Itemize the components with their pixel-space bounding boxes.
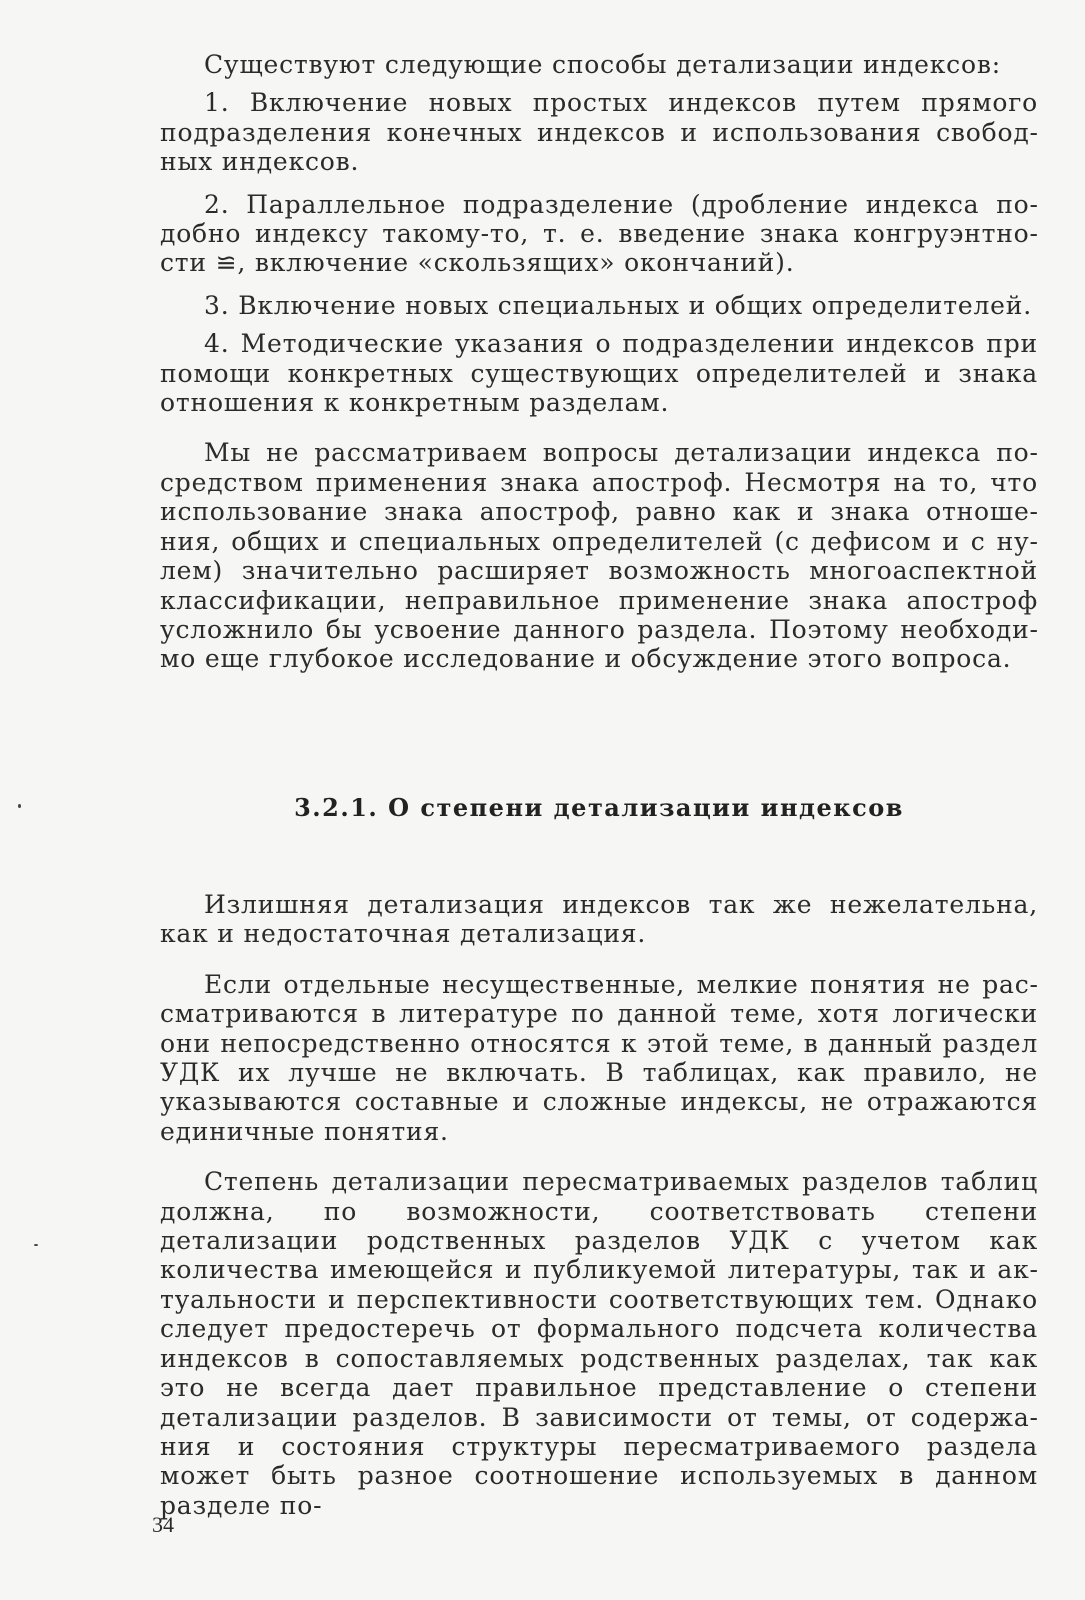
list-item-2: 2. Параллельное подразделение (дробление индекса подобно индексу такому-то, т. е. введение знака конгруэнтности ≌, включение «скользящих» окончаний). (160, 189, 1038, 278)
paper-speck (18, 804, 21, 808)
page-number: 34 (152, 1512, 174, 1537)
section-paragraph-2: Если отдельные несущественные, мелкие понятия не рассматриваются в литературе по данной теме, хотя логически они непосредственно относятся к этой теме, в данный раздел УДК их лучше не включать. В таблицах, как правило, не указываются составные и сложные индексы, не отражаются единичные понятия. (160, 969, 1038, 1146)
section-paragraph-3: Степень детализации пересматриваемых разделов таблиц должна, по возможности, соответствовать степени детализации родственных разделов УДК с учетом как количества имеющейся и публикуемой литературы, так и актуальности и перспективности соответствующих тем. Однако следует предостеречь от формального подсчета количества индексов в сопоставляемых родственных разделах, так как это не всегда дает правильное представление о степени детализации разделов. В зависимости от темы, от содержания и состояния структуры пересматриваемого раздела может быть разное соотношение используемых в данном разделе по- (160, 1167, 1038, 1520)
section-text-block (160, 890, 1038, 1520)
section-paragraph-1: Излишняя детализация индексов так же нежелательна, как и недостаточная детализация. (160, 890, 1038, 949)
list-item-1: 1. Включение новых простых индексов путем прямого подразделения конечных индексов и использования свободных индексов. (160, 88, 1038, 177)
apostrophe-paragraph: Мы не рассматриваем вопросы детализации индекса посредством применения знака апостроф. Несмотря на то, что использование знака апостроф, равно как и знака отношения, общих и специальных определителей (с дефисом и с нулем) значительно расширяет возможность многоаспектной классификации, неправильное применение знака апостроф усложнило бы усвоение данного раздела. Поэтому необходимо еще глубокое исследование и обсуждение этого вопроса. (160, 438, 1038, 674)
intro-lead-paragraph: Существуют следующие способы детализации индексов: (204, 50, 1001, 79)
list-item-4: 4. Методические указания о подразделении индексов при помощи конкретных существующих определителей и знака отношения к конкретным разделам. (160, 329, 1038, 418)
intro-text-block (160, 50, 1038, 674)
section-heading: 3.2.1. О степени детализации индексов (294, 793, 904, 822)
paper-speck (34, 1244, 38, 1246)
list-item-3: 3. Включение новых специальных и общих определителей. (204, 290, 1032, 320)
